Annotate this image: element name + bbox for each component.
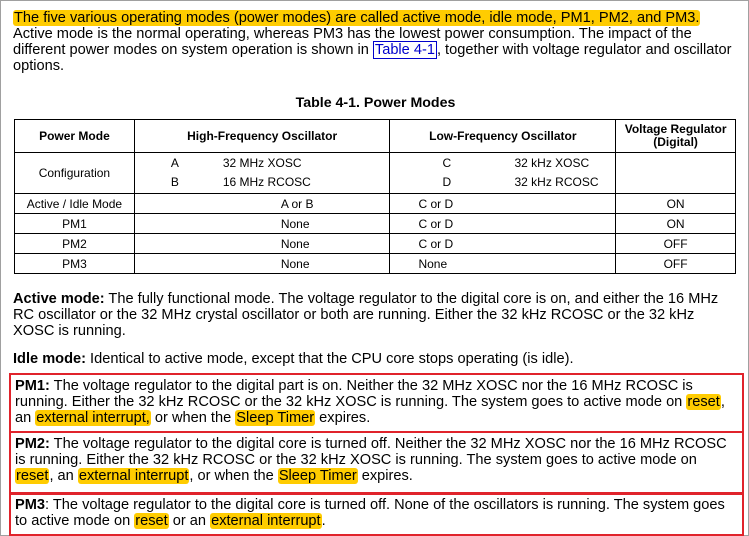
hf-a-val: 32 MHz XOSC: [222, 156, 302, 170]
idle-mode-text: Identical to active mode, except that the CPU core stops operating (is idle).: [85, 351, 574, 367]
active-mode-text: The fully functional mode. The voltage regulator to the digital core is on, and either the 16 MHz RC oscillator or the 32 MHz crystal oscillator or both are running. Either the 32 kHz RCOSC or the 32 kHz XOSC is running.: [13, 291, 719, 339]
row-vreg: ON: [616, 214, 736, 234]
pm2-text: The voltage regulator to the digital core is turned off. Neither the 32 MHz XOSC nor the 16 MHz RCOSC is running. Either the 32 kHz RCOSC or the 32 kHz XOSC is running. The system goes to active mode on: [15, 436, 727, 468]
pm1-title: PM1:: [15, 378, 50, 394]
pm3-text: : The voltage regulator to the digital core is turned off. None of the oscillators is running. The system goes to active mode on: [15, 497, 725, 529]
pm3-external-interrupt: external interrupt: [211, 513, 321, 529]
pm1-reset: reset: [687, 394, 720, 410]
pm2-end: expires.: [357, 468, 413, 484]
row-mode: PM2: [15, 234, 135, 254]
pm3-reset: reset: [135, 513, 168, 529]
row-lf: C or D: [390, 194, 616, 214]
pm2-sep: , an: [49, 468, 78, 484]
table-link[interactable]: Table 4-1: [374, 42, 435, 58]
lf-c-val: 32 kHz XOSC: [514, 156, 590, 170]
table-row: [15, 194, 736, 214]
intro-paragraph: [13, 10, 739, 74]
row-lf: C or D: [390, 234, 616, 254]
row-vreg: ON: [616, 194, 736, 214]
pm3-box: [9, 492, 744, 536]
hf-b-key: B: [170, 175, 179, 189]
table-row: [15, 234, 736, 254]
document-page: [1, 1, 748, 535]
header-vreg: Voltage Regulator (Digital): [616, 120, 736, 153]
row-hf: A or B: [134, 194, 390, 214]
row-lf: C or D: [390, 214, 616, 234]
row-vreg: OFF: [616, 234, 736, 254]
header-power-mode: Power Mode: [15, 120, 135, 153]
table-row: [15, 214, 736, 234]
power-modes-table: [14, 119, 736, 274]
active-mode-paragraph: [13, 291, 739, 339]
hf-a-key: A: [170, 156, 179, 170]
lf-c-key: C: [442, 156, 452, 170]
config-hf-cell: [134, 153, 390, 194]
row-lf: None: [390, 254, 616, 274]
table-row: [15, 254, 736, 274]
pm3-sep: or an: [168, 513, 211, 529]
row-mode: Active / Idle Mode: [15, 194, 135, 214]
pm1-sleep-timer: Sleep Timer: [236, 410, 315, 426]
pm1-end: expires.: [315, 410, 371, 426]
pm2-external-interrupt: external interrupt: [78, 468, 189, 484]
row-vreg: OFF: [616, 254, 736, 274]
active-mode-title: Active mode:: [13, 291, 105, 307]
pm1-sep: or when the: [150, 410, 236, 426]
pm2-title: PM2:: [15, 436, 50, 452]
pm3-title: PM3: [15, 497, 46, 513]
pm1-text: The voltage regulator to the digital part is on. Neither the 32 MHz XOSC nor the 16 MHz RCOSC is running. Either the 32 kHz RCOSC or the 32 kHz XOSC is running. The system goes to active mode on: [15, 378, 693, 410]
config-lf-cell: [390, 153, 616, 194]
pm2-sep: , or when the: [189, 468, 278, 484]
pm3-end: .: [321, 513, 326, 529]
idle-mode-paragraph: [13, 351, 739, 367]
pm1-external-interrupt: external interrupt,: [36, 410, 150, 426]
table-header-row: [15, 120, 736, 153]
table-caption: Table 4-1. Power Modes: [295, 95, 456, 111]
pm2-sleep-timer: Sleep Timer: [278, 468, 357, 484]
pm2-box: [9, 431, 744, 495]
lf-d-key: D: [442, 175, 452, 189]
header-lf-osc: Low-Frequency Oscillator: [390, 120, 616, 153]
row-hf: None: [134, 254, 390, 274]
idle-mode-title: Idle mode:: [13, 351, 86, 367]
pm1-box: [9, 373, 744, 433]
header-hf-osc: High-Frequency Oscillator: [134, 120, 390, 153]
lf-d-val: 32 kHz RCOSC: [514, 175, 599, 189]
row-mode: PM3: [15, 254, 135, 274]
hf-b-val: 16 MHz RCOSC: [222, 175, 311, 189]
row-hf: None: [134, 214, 390, 234]
config-vreg: [616, 153, 736, 194]
highlighted-sentence: The five various operating modes (power modes) are called active mode, idle mode, PM1, PM2, and PM3.: [14, 10, 700, 26]
pm1-sep: , an: [15, 394, 725, 426]
table-row-configuration: [15, 153, 736, 194]
intro-text-end: , together with voltage regulator and oscillator options.: [13, 42, 732, 74]
row-hf: None: [134, 234, 390, 254]
config-label: Configuration: [15, 153, 135, 194]
row-mode: PM1: [15, 214, 135, 234]
pm2-reset: reset: [16, 468, 49, 484]
intro-text: Active mode is the normal operating, whereas PM3 has the lowest power consumption. The impact of the different power modes on system operation is shown in: [13, 26, 692, 58]
